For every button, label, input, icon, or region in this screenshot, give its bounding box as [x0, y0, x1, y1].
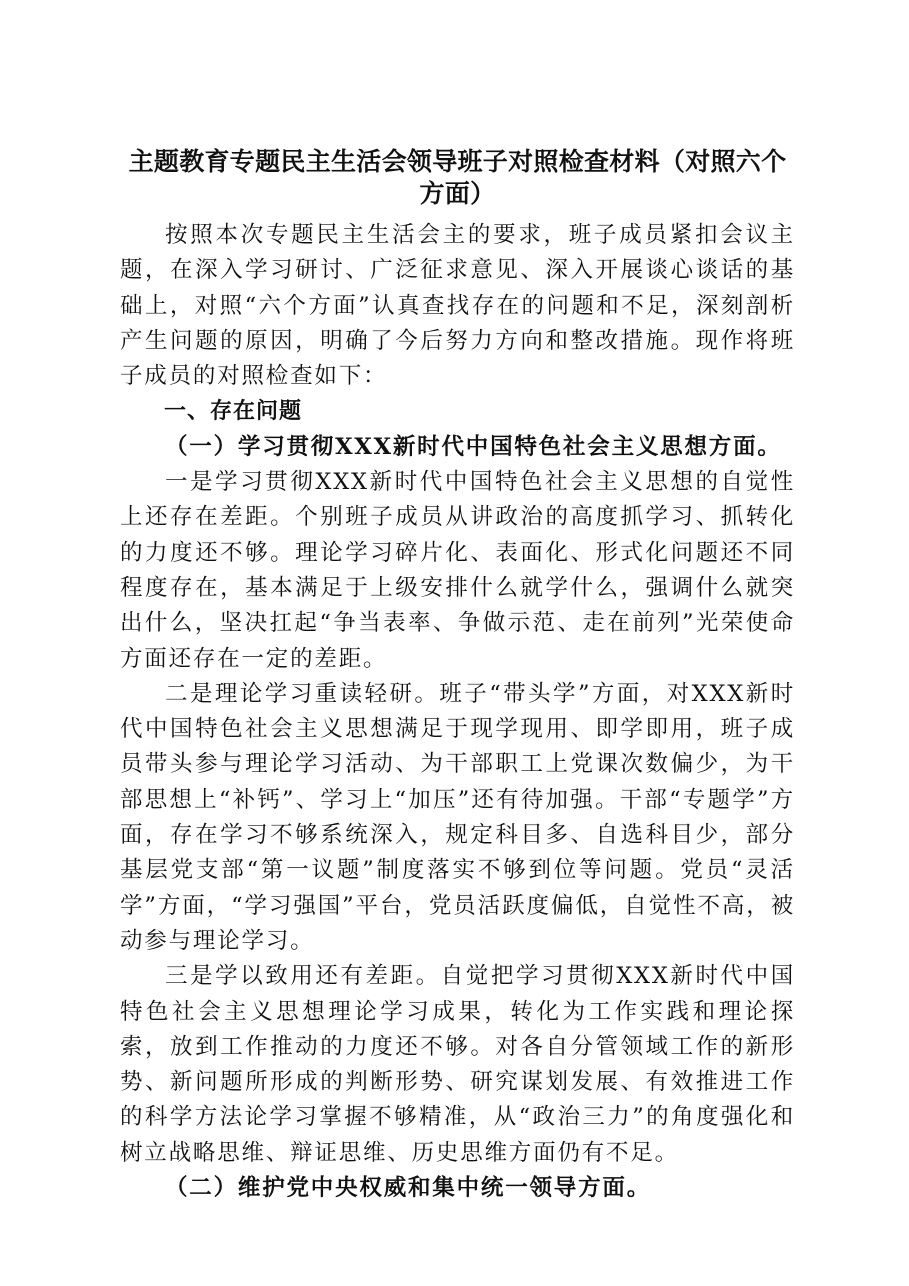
subsection-heading: （一）学习贯彻XXX新时代中国特色社会主义思想方面。	[165, 433, 782, 460]
intro-paragraph: 按照本次专题民主生活会主的要求，班子成员紧扣会议主题，在深入学习研讨、广泛征求意见、深入开展谈心谈话的基础上，对照“六个方面”认真查找存在的问题和不足，深刻剖析产生问题的原因，明确了今后努力方向和整改措施。现作将班子成员的对照检查如下：	[120, 222, 795, 390]
body-paragraph: 二是理论学习重读轻研。班子“带头学”方面，对XXX新时代中国特色社会主义思想满足于现学现用、即学即用，班子成员带头参与理论学习活动、为干部职工上党课次数偏少，为干部思想上“补钙”、学习上“加压”还有待加强。干部“专题学”方面，存在学习不够系统深入，规定科目多、自选科目少，部分基层党支部“第一议题”制度落实不够到位等问题。党员“灵活学”方面，“学习强国”平台，党员活跃度偏低，自觉性不高，被动参与理论学习。	[120, 680, 795, 954]
subsection-heading: （二）维护党中央权威和集中统一领导方面。	[165, 1175, 652, 1202]
document-title: 主题教育专题民主生活会领导班子对照检查材料（对照六个方面）	[128, 147, 787, 208]
body-paragraph: 一是学习贯彻XXX新时代中国特色社会主义思想的自觉性上还存在差距。个别班子成员从讲政治的高度抓学习、抓转化的力度还不够。理论学习碎片化、表面化、形式化问题还不同程度存在，基本满足于上级安排什么就学什么，强调什么就突出什么，坚决扛起“争当表率、争做示范、走在前列”光荣使命方面还存在一定的差距。	[120, 469, 795, 672]
document-body	[120, 218, 795, 1206]
body-paragraph: 三是学以致用还有差距。自觉把学习贯彻XXX新时代中国特色社会主义思想理论学习成果，转化为工作实践和理论探索，放到工作推动的力度还不够。对各自分管领域工作的新形势、新问题所形成的判断形势、研究谋划发展、有效推进工作的科学方法论学习掌握不够精准，从“政治三力”的角度强化和树立战略思维、辩证思维、历史思维方面仍有不足。	[120, 963, 795, 1166]
section-heading: 一、存在问题	[164, 399, 303, 425]
